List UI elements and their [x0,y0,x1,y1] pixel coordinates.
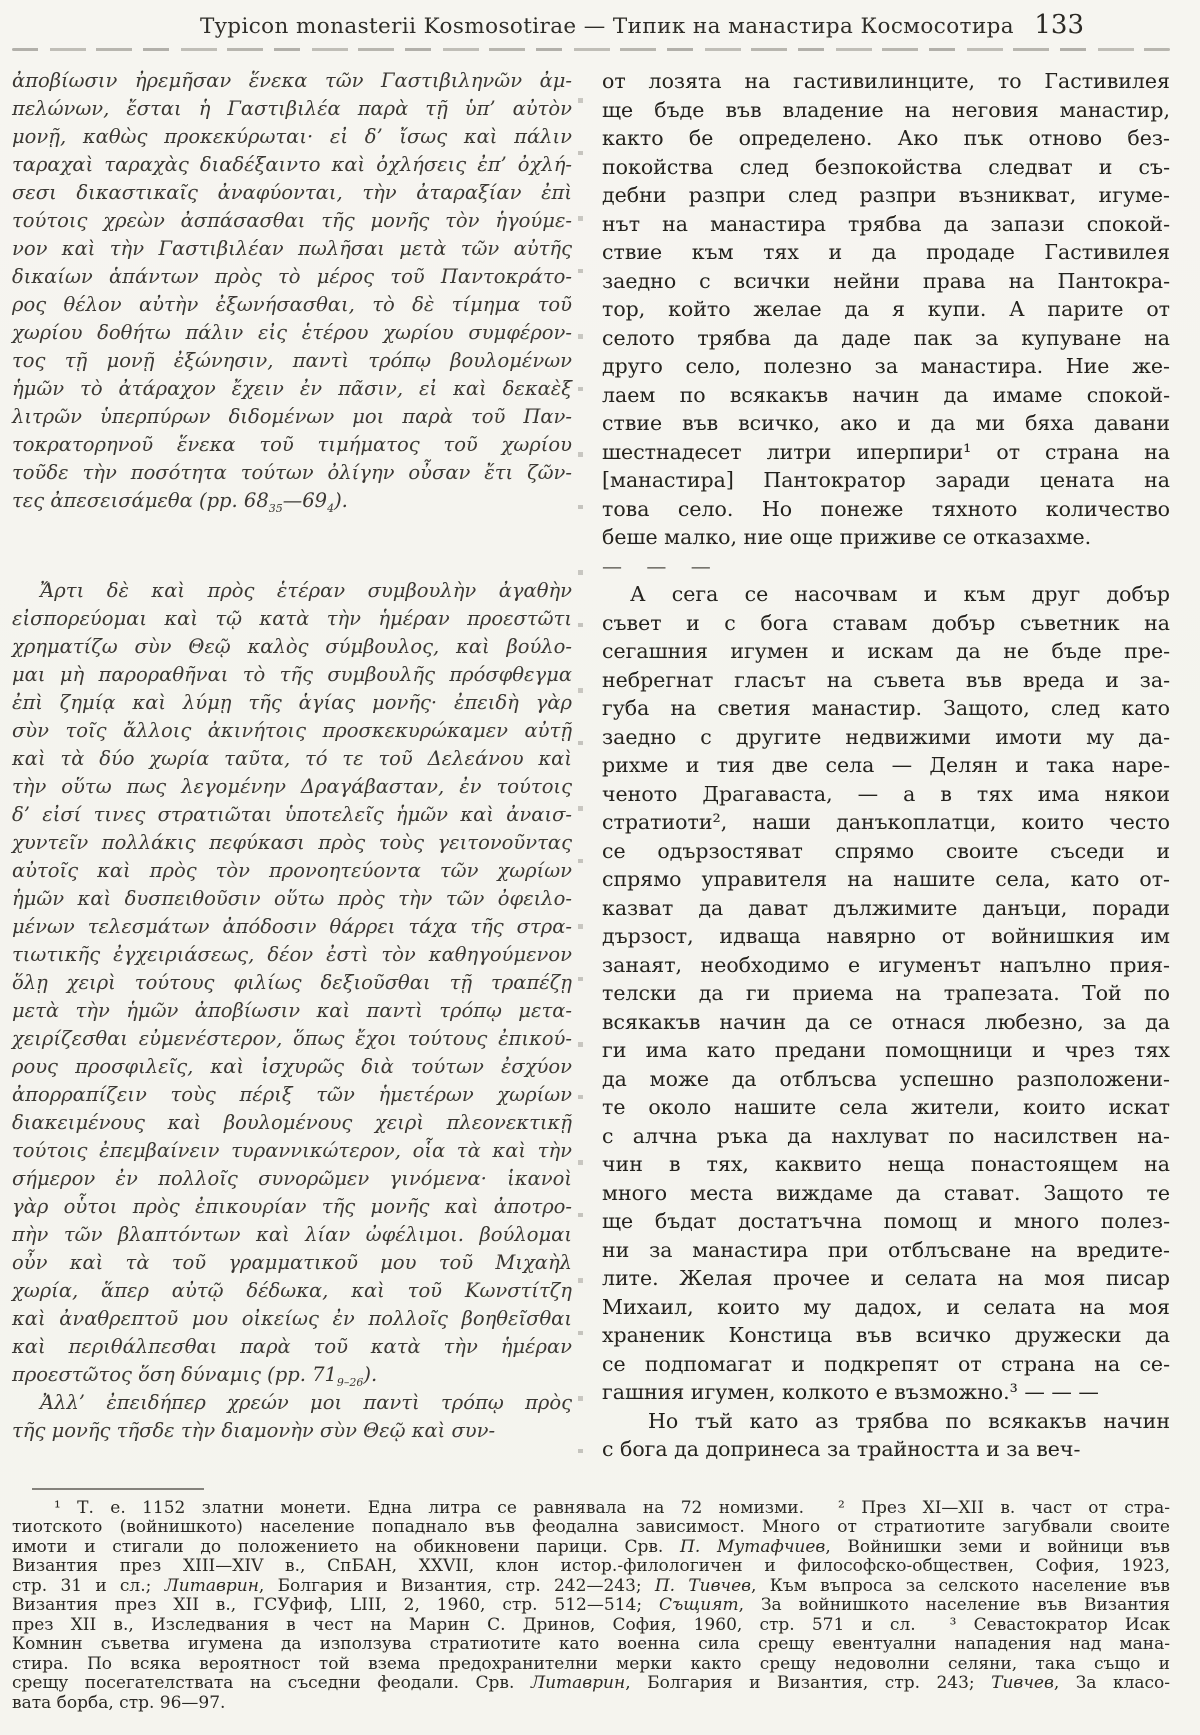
text-line: πελώνων, ἔσται ἡ Γαστιβιλέα παρὰ τῇ ὑπ’ αὐτὸν [12,97,572,120]
text-line: през XII в., Изследвания в чест на Марин С. Дринов, София, 1960, стр. 571 и сл. ³ Севастократор Исак [12,1614,1170,1635]
text-line: заедно с всички нейни права на Пантокра- [602,268,1170,293]
text-line: Византия през XIII—XIV в., СпБАН, XXVII, клон истор.-филологичен и философско-обществен, София, 1923, [12,1556,1170,1576]
text-line: тиотското (войнишкото) население попаднало във феодална зависимост. Много от стратиотите загубвали своите [12,1517,1170,1537]
text-line: Ἀλλ’ ἐπειδήπερ χρεών μοι παντὶ τρόπῳ πρὸς [40,1391,572,1414]
text-line: χυντεῖν πολλάκις πεφύκασι πρὸς τοὺς γειτονοῦντας [12,831,572,854]
bulgarian-paragraph-2 [602,580,1170,1407]
text-line: ствие във всичко, ако и да ми бяха давани [602,411,1170,435]
text-line: нът на манастира трябва да запази спокой- [602,211,1170,236]
text-line: заедно с другите недвижими имоти му да- [602,724,1170,749]
text-line: имоти и стигали до положението на обикновени парици. Срв. П. Мутафчиев, Войнишки земи и войници във [12,1536,1171,1557]
greek-paragraph-3 [12,1389,572,1445]
text-line: беше малко, ние още приживе се отказахме. [602,525,1092,549]
text-line: διακειμένους καὶ βουλομένους χειρὶ πλεονεκτικῇ [12,1111,572,1134]
text-line: καὶ περιθάλπεσθαι παρὰ τοῦ κατὰ τὴν ἡμέραν [12,1335,572,1358]
text-line: лаем по всякакъв начин да имаме спокой- [602,382,1170,407]
text-line: Византия през XII в., ГСУфиф, LIII, 2, 1960, стр. 512—514; Същият, За войнишкото население във Византия [12,1595,1170,1615]
text-line: ἡμῶν καὶ δυσπειθοῦσιν οὕτω πρὸς τὴν τῶν ὀφειλο- [12,887,572,910]
text-line: σήμερον ἐν πολλοῖς συνορῶμεν γινόμενα· ἱκανοὶ [12,1167,572,1190]
text-line: τούτοις ἐπεμβαίνειν τυραννικώτερον, οἷα τὰ καὶ τὴν [12,1139,572,1162]
bulgarian-paragraph-1 [602,67,1170,552]
text-line: ἐπὶ ζημίᾳ καὶ λύμῃ τῆς ἁγίας μονῆς· ἐπειδὴ γὰρ [12,691,572,714]
text-line: χωρίου δοθήτω πάλιν εἰς ἑτέρου χωρίου συμφέρον- [12,321,572,344]
text-line: дебни разпри след разпри възникват, игуме- [602,183,1170,207]
text-line: μονῇ, καθὼς προκεκύρωται· εἰ δ’ ἴσως καὶ πάλιν [12,125,572,148]
text-line: дързост, идваща навярно от войнишкия им [602,924,1170,948]
text-line: тор, който желае да я купи. А парите от [602,297,1170,321]
greek-paragraph-2 [12,577,572,1389]
text-line: ни за манастира при отблъсване на вредите- [602,1237,1170,1262]
text-line: μετὰ τὴν ἡμῶν ἀποβίωσιν καὶ παντὶ τρόπῳ μετα- [12,999,572,1022]
text-line: стратиоти², наши данъкоплатци, които често [602,810,1170,834]
page-number: 133 [1034,10,1084,40]
text-line: Михаил, които му дадох, и селата на моя [602,1294,1170,1319]
text-line: всякакъв начин да се отнася любезно, за да [602,1009,1170,1034]
text-line: храненик Констица във всичко дружески да [602,1323,1170,1347]
text-line: с алчна ръка да нахлуват по насилствен на- [602,1123,1170,1148]
text-line: много места виждаме да стават. Защото те [602,1180,1170,1205]
text-line: νον καὶ τὴν Γαστιβιλέαν πωλῆσαι μετὰ τῶν αὐτῆς [12,237,572,260]
text-line: σὺν τοῖς ἄλλοις ἀκινήτοις προσκεκυρώκαμεν αὐτῇ [12,719,572,742]
text-line: τιωτικῆς ἐγχειριάσεως, δέον ἐστὶ τὸν καθηγούμενον [12,943,572,966]
text-line: Комнин съветва игумена да използува стратиотите като военна сила срещу евентуални нападения над мана- [12,1634,1170,1654]
text-line: селото трябва да даде пак за купуване на [602,325,1170,350]
text-line: се подпомагат и подкрепят от страна на се- [602,1351,1170,1376]
text-line: μαι μὴ παροραθῆναι τὸ τῆς συμβουλῆς πρόσφθεγμα [12,663,572,686]
text-line: ἀποβίωσιν ἠρεμῆσαν ἕνεκα τῶν Γαστιβιληνῶν ἀμ- [12,69,572,92]
text-line: ченото Драгаваста, — а в тях има някои [602,781,1170,806]
page-header [12,10,1170,44]
text-line: τοῦδε τὴν ποσότητα τούτων ὀλίγην οὖσαν ἔτι ζῶν- [12,461,572,484]
text-line: πὴν τῶν βλαπτόντων καὶ λίαν ὠφέλιμοι. βούλομαι [12,1223,572,1246]
text-line: да може да отблъсва успешно разположени- [602,1066,1170,1091]
text-line: οὖν καὶ τὰ τοῦ γραμματικοῦ μου τοῦ Μιχαὴλ [12,1251,572,1274]
text-line: вата борба, стр. 96—97. [12,1692,226,1713]
text-line: καὶ ἀναθρεπτοῦ μου οἰκείως ἐν πολλοῖς βοηθεῖσθαι [12,1307,572,1330]
text-line: τούτοις χρεὼν ἀσπάσασθαι τῆς μονῆς τὸν ἡγούμε- [12,209,572,232]
text-line: стира. По всяка вероятност той взема предохранителни мерки както срещу недоволни селяни, така също и [12,1653,1170,1674]
text-line: с бога да допринеса за трайността и за веч- [602,1437,1081,1461]
text-line: χειρίζεσθαι εὐμενέστερον, ὅπως ἔχοι τούτους ἐπικού- [12,1027,572,1050]
bulgarian-text-column [602,67,1170,1464]
text-line: ¹ Т. е. 1152 златни монети. Една литра се равнявала на 72 номизми. ² През XI—XII в. част от стра- [54,1497,1170,1518]
text-line: [манастира] Пантократор заради цената на [602,468,1170,492]
header-rule [12,48,1170,51]
text-line: ще бъдат достатъчна помощ и много полез- [602,1209,1170,1233]
text-line: както бе определено. Ако пък отново без- [602,126,1170,150]
text-line: сегашния игумен и искам да не бъде пре- [602,639,1170,663]
text-line: ἡμῶν τὸ ἀτάραχον ἔχειν ἐν πᾶσιν, εἰ καὶ δεκαὲξ [12,377,572,400]
footnotes-block [12,1499,1170,1714]
text-line: от лозята на гастивилинците, то Гастивилея [602,69,1170,93]
text-line: δικαίων ἁπάντων πρὸς τὸ μέρος τοῦ Παντοκράτο- [12,265,572,288]
section-separator-dashes: — — — [602,553,720,578]
text-line: гашния игумен, колкото е възможно.³ — — — [602,1380,1099,1404]
text-line: А сега се насочвам и към друг добър [630,582,1170,606]
text-line: телски да ги приема на трапезата. Той по [602,981,1170,1005]
text-line: ще бъде във владение на неговия манастир, [602,97,1170,122]
text-line: ги има като предани помощници и чрез тях [602,1038,1170,1062]
text-line: рихме и тия две села — Делян и така наре- [602,753,1170,777]
text-line: χωρία, ἅπερ αὐτῷ δέδωκα, καὶ τοῦ Κωνστίτζη [12,1279,572,1302]
text-line: ρος θέλον αὐτὴν ἐξωνήσασθαι, τὸ δὲ τίμημα τοῦ [12,293,572,316]
text-line: ἀπορραπίζειν τοὺς πέριξ τῶν ἡμετέρων χωρίων [12,1083,572,1106]
text-line: τος τῇ μονῇ ἐξώνησιν, παντὶ τρόπῳ βουλομένων [12,349,572,372]
text-line: те около нашите села жители, които искат [602,1095,1170,1119]
running-title: Typicon monasterii Kosmosotirae — Типик на манастира Космосотира [200,14,1014,39]
text-line: друго село, полезно за манастира. Ние же- [602,354,1170,378]
bulgarian-paragraph-3 [602,1407,1170,1464]
text-line: δ’ εἰσί τινες στρατιῶται ὑποτελεῖς ἡμῶν καὶ ἀναισ- [12,803,572,826]
text-line: занаят, необходимо е игуменът напълно прия- [602,952,1170,977]
text-line: ρους προσφιλεῖς, καὶ ἰσχυρῶς διὰ τούτων ἐσχύον [12,1055,572,1078]
text-line: покойства след безпокойства следват и съ- [602,154,1170,179]
text-line: лите. Желая прочее и селата на моя писар [602,1266,1170,1290]
greek-paragraph-1 [12,67,572,515]
text-line: се одързостяват спрямо своите съседи и [602,838,1170,863]
text-line: това село. Но понеже тяхното количество [602,496,1170,521]
text-line: λιτρῶν ὑπερπύρων διδομένων μοι παρὰ τοῦ Παν- [12,405,572,428]
text-line: небрегнат гласът на съвета във вреда и за- [602,667,1170,692]
text-line: Но тъй като аз трябва по всякакъв начин [648,1408,1170,1433]
text-line: καὶ τὰ δύο χωρία ταῦτα, τό τε τοῦ Δελεάνου καὶ [12,747,572,770]
text-line: чин в тях, каквито неща понастоящем на [602,1152,1170,1176]
text-line: губа на светия манастир. Защото, след като [602,696,1170,720]
text-line: σεσι δικαστικαῖς ἀναφύονται, τὴν ἀταραξίαν ἐπὶ [12,181,572,204]
text-line: αὐτοῖς καὶ πρὸς τὸν προνοητεύοντα τῶν χωρίων [12,859,572,882]
text-line: ствие към тях и да продаде Гастивилея [602,240,1170,264]
text-line: μένων τελεσμάτων ἀπόδοσιν θάρρει τάχα τῆς στρα- [12,915,572,938]
text-line: спрямо управителя на нашите села, като от- [602,867,1170,891]
text-line: προεστῶτος ὅση δύναμις (pp. $71_{9-26}$). [12,1363,378,1389]
greek-text-column [12,67,572,1464]
text-line: εἰσπορεύομαι καὶ τῷ κατὰ τὴν ἡμέραν προεστῶτι [12,607,572,630]
scan-bleed-marks [578,73,583,1453]
text-line: γὰρ οὗτοι πρὸς ἐπικουρίαν τῆς μονῆς καὶ ἀποτρο- [12,1195,572,1218]
two-column-text [12,67,1170,1464]
text-line: τὴν οὕτω πως λεγομένην Δραγάβασταν, ἐν τούτοις [12,775,572,798]
text-line: ταραχαὶ ταραχὰς διαδέξαιντο καὶ ὀχλήσεις ἐπ’ ὀχλή- [12,153,572,176]
text-line: казват да дават дължимите данъци, поради [602,895,1170,920]
text-line: шестнадесет литри иперпири¹ от страна на [602,439,1170,464]
text-line: χρηματίζω σὺν Θεῷ καλὸς σύμβουλος, καὶ βούλο- [12,635,572,658]
text-line: ὅλῃ χειρὶ τούτους φιλίως δεξιοῦσθαι τῇ τραπέζῃ [12,971,572,994]
text-line: τες ἀπεσεισάμεθα (pp. $68_{35}—69_4$). [12,489,348,515]
text-line: τοκρατορηνοῦ ἕνεκα τοῦ τιμήματος τοῦ χωρίου [12,433,572,456]
footnote-rule [32,1488,204,1490]
text-line: τῆς μονῆς τῆσδε τὴν διαμονὴν σὺν Θεῷ καὶ συν- [12,1419,496,1442]
text-line: срещу посегателствата на съседни феодали. Срв. Литаврин, Болгария и Византия, стр. 243; Тивчев, За класо- [12,1673,1171,1693]
text-line: съвет и с бога ставам добър съветник на [602,610,1170,635]
text-line: Ἄρτι δὲ καὶ πρὸς ἑτέραν συμβουλὴν ἀγαθὴν [40,579,572,602]
text-line: стр. 31 и сл.; Литаврин, Болгария и Византия, стр. 242—243; П. Тивчев, Към въпроса за селското население във [12,1575,1170,1596]
